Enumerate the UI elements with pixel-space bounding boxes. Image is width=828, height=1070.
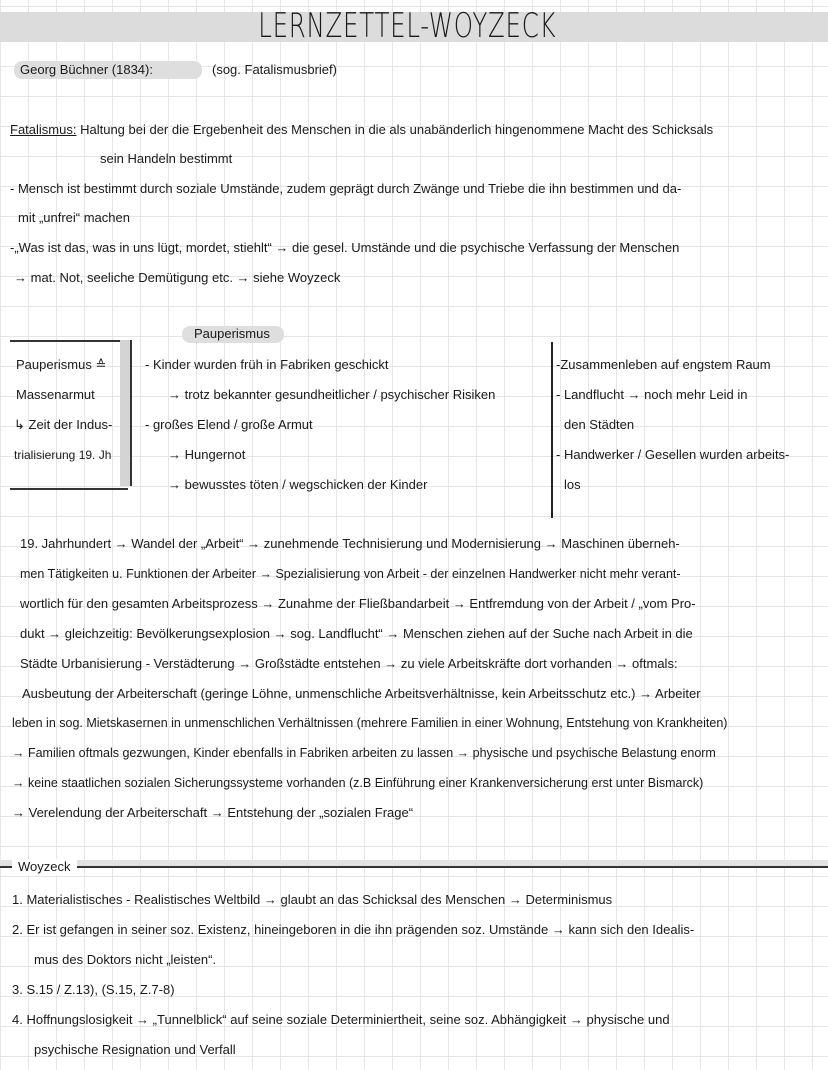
box-line: ↳ Zeit der Indus- [14,417,113,432]
paragraph-line: wortlich für den gesamten Arbeitsprozess → Zunahme der Fließbandarbeit → Entfremdung von der Arbeit / „vom Pro- [20,596,696,611]
middle-item: → Hungernot [168,447,246,462]
right-item: ‐Zusammenleben auf engstem Raum [556,357,771,372]
fatalismus-definition [10,122,713,138]
definition-text: Haltung bei der die Ergebenheit des Menschen in die als unabänderlich hingenommene Macht des Schicksals [80,122,714,137]
paragraph-line: → keine staatlichen sozialen Sicherungssysteme vorhanden (z.B Einführung einer Krankenversicherung erst unter Bismarck) [12,776,704,790]
woyzeck-line: 4. Hoffnungslosigkeit → „Tunnelblick“ auf seine soziale Determiniertheit, seine soz. Abhängigkeit → physische und [12,1012,670,1027]
woyzeck-line: 1. Materialistisches - Realistisches Weltbild → glaubt an das Schicksal des Menschen → Determinismus [12,892,613,907]
right-item-text: Handwerker / Gesellen wurden arbeits- [563,447,790,462]
column-divider [551,342,553,518]
bullet-1: ‐ Mensch ist bestimmt durch soziale Umstände, zudem geprägt durch Zwänge und Triebe die ihn bestimmen und da- [10,181,682,196]
bullet-1-cont: mit „unfrei“ machen [18,210,130,225]
right-item-text: Landflucht → noch mehr Leid in [563,387,748,402]
definition-text-cont: sein Handeln bestimmt [100,151,233,166]
bullet-2-text: „Was ist das, was in uns lügt, mordet, stiehlt“ → die gesel. Umstände und die psychische Verfassung der Menschen [14,240,680,255]
middle-item: ‐ Kinder wurden früh in Fabriken geschickt [145,357,389,372]
middle-item: ‐ großes Elend / große Armut [145,417,313,432]
author-note: (sog. Fatalismusbrief) [212,62,337,77]
woyzeck-heading: Woyzeck [12,859,77,875]
page-title: LERNZETTEL-WOYZECK [258,6,557,46]
paragraph-line: → Familien oftmals gezwungen, Kinder ebenfalls in Fabriken arbeiten zu lassen → physische und psychische Belastung enorm [12,746,716,760]
paragraph-line: Städte Urbanisierung - Verstädterung → Großstädte entstehen → zu viele Arbeitskräfte dort vorhanden → oftmals: [20,656,678,671]
woyzeck-line: 3. S.15 / Z.13), (S.15, Z.7-8) [12,982,175,997]
pauperismus-heading: Pauperismus [194,326,270,341]
paragraph-line: men Tätigkeiten u. Funktionen der Arbeiter → Spezialisierung von Arbeit - der einzelnen Handwerker nicht mehr verant- [20,567,681,581]
middle-item-text: großes Elend / große Armut [152,417,313,432]
right-item: los [564,477,581,492]
paragraph-line: dukt → gleichzeitig: Bevölkerungsexplosion → sog. Landflucht“ → Menschen ziehen auf der Suche nach Arbeit in die [20,626,693,641]
woyzeck-line: psychische Resignation und Verfall [34,1042,236,1057]
middle-item: → trotz bekannter gesundheitlicher / psychischer Risiken [168,387,496,402]
middle-item-text: Kinder wurden früh in Fabriken geschickt [152,357,389,372]
bullet-1-text: Mensch ist bestimmt durch soziale Umstände, zudem geprägt durch Zwänge und Triebe die ihn bestimmen und da- [17,181,682,196]
definition-box-bar [120,340,132,486]
paragraph-line: → Verelendung der Arbeiterschaft → Entstehung der „sozialen Frage“ [12,805,414,820]
bullet-2: ‐„Was ist das, was in uns lügt, mordet, stiehlt“ → die gesel. Umstände und die psychische Verfassung der Menschen [10,240,680,255]
right-item: ‐ Handwerker / Gesellen wurden arbeits- [556,447,790,462]
right-item: den Städten [564,417,635,432]
paragraph-line: Ausbeutung der Arbeiterschaft (geringe Löhne, unmenschliche Arbeitsverhältnisse, kein Arbeitsschutz etc.) → Arbeiter [22,686,701,701]
section-divider [0,866,828,868]
woyzeck-line: mus des Doktors nicht „leisten“. [34,952,217,967]
right-item: ‐ Landflucht → noch mehr Leid in [556,387,748,402]
box-line: trialisierung 19. Jh [14,448,112,462]
middle-item: → bewusstes töten / wegschicken der Kinder [168,477,428,492]
paragraph-line: leben in sog. Mietskasernen in unmenschlichen Verhältnissen (mehrere Familien in einer Wohnung, Entstehung von Krankheiten) [12,716,728,730]
woyzeck-line: 2. Er ist gefangen in seiner soz. Existenz, hineingeboren in die ihn prägenden soz. Umstände → kann sich den Idealis- [12,922,695,937]
bullet-2-cont: → mat. Not, seeliche Demütigung etc. → siehe Woyzeck [14,270,341,285]
fatalismus-term: Fatalismus: [10,122,77,137]
right-item-text: Zusammenleben auf engstem Raum [560,357,771,372]
box-line: Massenarmut [16,387,95,402]
author-label: Georg Büchner (1834): [20,62,153,77]
box-line: Pauperismus ≙ [16,357,107,372]
paragraph-line: 19. Jahrhundert → Wandel der „Arbeit“ → zunehmende Technisierung und Modernisierung → Maschinen überneh- [20,536,680,551]
